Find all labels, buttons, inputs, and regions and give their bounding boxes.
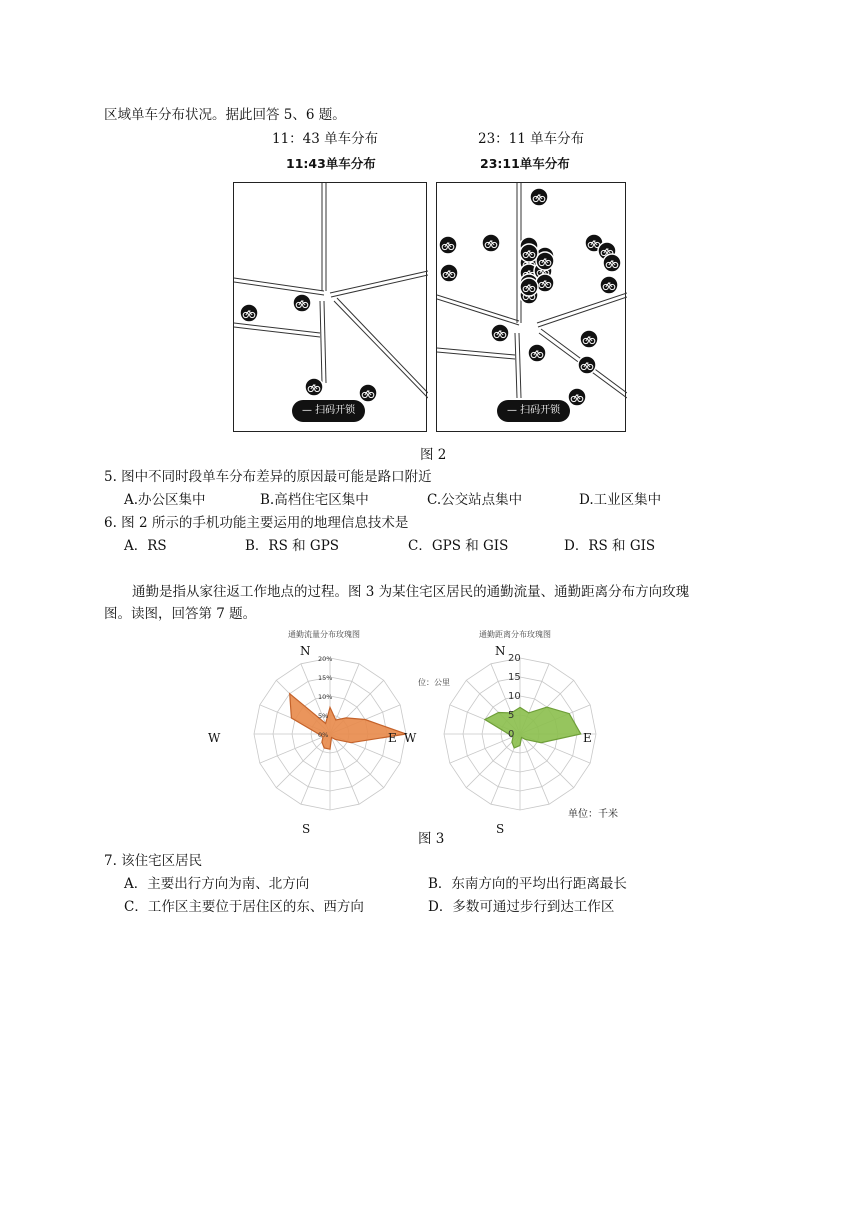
scan-unlock-button[interactable]: — 扫码开锁 bbox=[292, 400, 365, 422]
bike-marker[interactable] bbox=[293, 294, 311, 312]
rose-tick-label: 15% bbox=[318, 674, 333, 682]
passage-line2: 图。读图，回答第 7 题。 bbox=[104, 606, 257, 622]
dir-s-right: S bbox=[496, 822, 505, 836]
bike-marker[interactable] bbox=[482, 234, 500, 252]
rose-tick-label: 0 bbox=[508, 729, 515, 740]
bike-marker[interactable] bbox=[440, 264, 458, 282]
bike-marker[interactable] bbox=[580, 330, 598, 348]
rose-right-title: 通勤距离分布玫瑰图 bbox=[479, 630, 551, 639]
bike-marker[interactable] bbox=[600, 276, 618, 294]
fig2-label: 图 2 bbox=[420, 447, 447, 463]
bike-marker[interactable] bbox=[520, 278, 538, 296]
dir-e-left: E bbox=[388, 731, 397, 745]
intro-line: 区域单车分布状况。据此回答 5、6 题。 bbox=[104, 107, 346, 123]
dir-s-left: S bbox=[302, 822, 311, 836]
bike-marker[interactable] bbox=[491, 324, 509, 342]
map-right-roads bbox=[437, 183, 627, 433]
stray-unit-label: 位：公里 bbox=[418, 678, 450, 687]
fig2-caption-left: 11：43 单车分布 bbox=[272, 131, 379, 147]
fig3-label: 图 3 bbox=[418, 831, 445, 847]
q5-option-b: B.高档住宅区集中 bbox=[260, 492, 369, 508]
q7-option-c: C．工作区主要位于居住区的东、西方向 bbox=[124, 899, 364, 915]
rose-tick-label: 5 bbox=[508, 710, 515, 721]
q7-stem: 7. 该住宅区居民 bbox=[104, 853, 203, 869]
rose-tick-label: 15 bbox=[508, 672, 521, 683]
dir-w-right: W bbox=[404, 731, 417, 745]
bike-marker[interactable] bbox=[530, 188, 548, 206]
q6-option-c: C．GPS 和 GIS bbox=[408, 538, 509, 554]
rose-tick-label: 0% bbox=[318, 731, 329, 739]
q6-option-d: D．RS 和 GIS bbox=[564, 538, 656, 554]
rose-unit: 单位：千米 bbox=[568, 809, 618, 820]
bike-marker[interactable] bbox=[536, 252, 554, 270]
bike-marker[interactable] bbox=[305, 378, 323, 396]
bike-marker[interactable] bbox=[603, 254, 621, 272]
rose-tick-label: 10 bbox=[508, 691, 521, 702]
rose-tick-label: 5% bbox=[318, 712, 329, 720]
q5-option-c: C.公交站点集中 bbox=[427, 492, 523, 508]
q5-stem: 5. 图中不同时段单车分布差异的原因最可能是路口附近 bbox=[104, 469, 432, 485]
dir-n-right: N bbox=[495, 644, 506, 658]
bike-marker[interactable] bbox=[240, 304, 258, 322]
map-left bbox=[233, 182, 427, 432]
rose-tick-label: 20% bbox=[318, 655, 333, 663]
rose-data-area bbox=[485, 707, 581, 748]
q5-option-a: A.办公区集中 bbox=[124, 492, 206, 508]
q5-option-d: D.工业区集中 bbox=[579, 492, 662, 508]
map-left-title: 11:43单车分布 bbox=[286, 156, 376, 171]
bike-marker[interactable] bbox=[439, 236, 457, 254]
fig2-caption-right: 23：11 单车分布 bbox=[478, 131, 585, 147]
rose-tick-label: 10% bbox=[318, 693, 333, 701]
bike-marker[interactable] bbox=[568, 388, 586, 406]
scan-unlock-button-right[interactable]: — 扫码开锁 bbox=[497, 400, 570, 422]
passage-line1: 通勤是指从家往返工作地点的过程。图 3 为某住宅区居民的通勤流量、通勤距离分布方向玫瑰 bbox=[132, 584, 690, 600]
bike-marker[interactable] bbox=[578, 356, 596, 374]
rose-tick-label: 20 bbox=[508, 653, 521, 664]
rose-spoke bbox=[520, 734, 574, 788]
q7-option-b: B．东南方向的平均出行距离最长 bbox=[428, 876, 627, 892]
bike-marker[interactable] bbox=[528, 344, 546, 362]
q6-option-b: B．RS 和 GPS bbox=[245, 538, 340, 554]
q6-option-a: A．RS bbox=[124, 538, 167, 554]
bike-marker[interactable] bbox=[536, 274, 554, 292]
map-right-title: 23:11单车分布 bbox=[480, 156, 570, 171]
dir-e-right: E bbox=[583, 731, 592, 745]
q6-stem: 6. 图 2 所示的手机功能主要运用的地理信息技术是 bbox=[104, 515, 409, 531]
dir-n-left: N bbox=[300, 644, 311, 658]
q7-option-d: D．多数可通过步行到达工作区 bbox=[428, 899, 615, 915]
bike-marker[interactable] bbox=[520, 244, 538, 262]
dir-w-left: W bbox=[208, 731, 221, 745]
rose-left-title: 通勤流量分布玫瑰图 bbox=[288, 630, 360, 639]
bike-marker[interactable] bbox=[359, 384, 377, 402]
map-right bbox=[436, 182, 626, 432]
q7-option-a: A．主要出行方向为南、北方向 bbox=[124, 876, 310, 892]
map-left-roads bbox=[234, 183, 428, 433]
